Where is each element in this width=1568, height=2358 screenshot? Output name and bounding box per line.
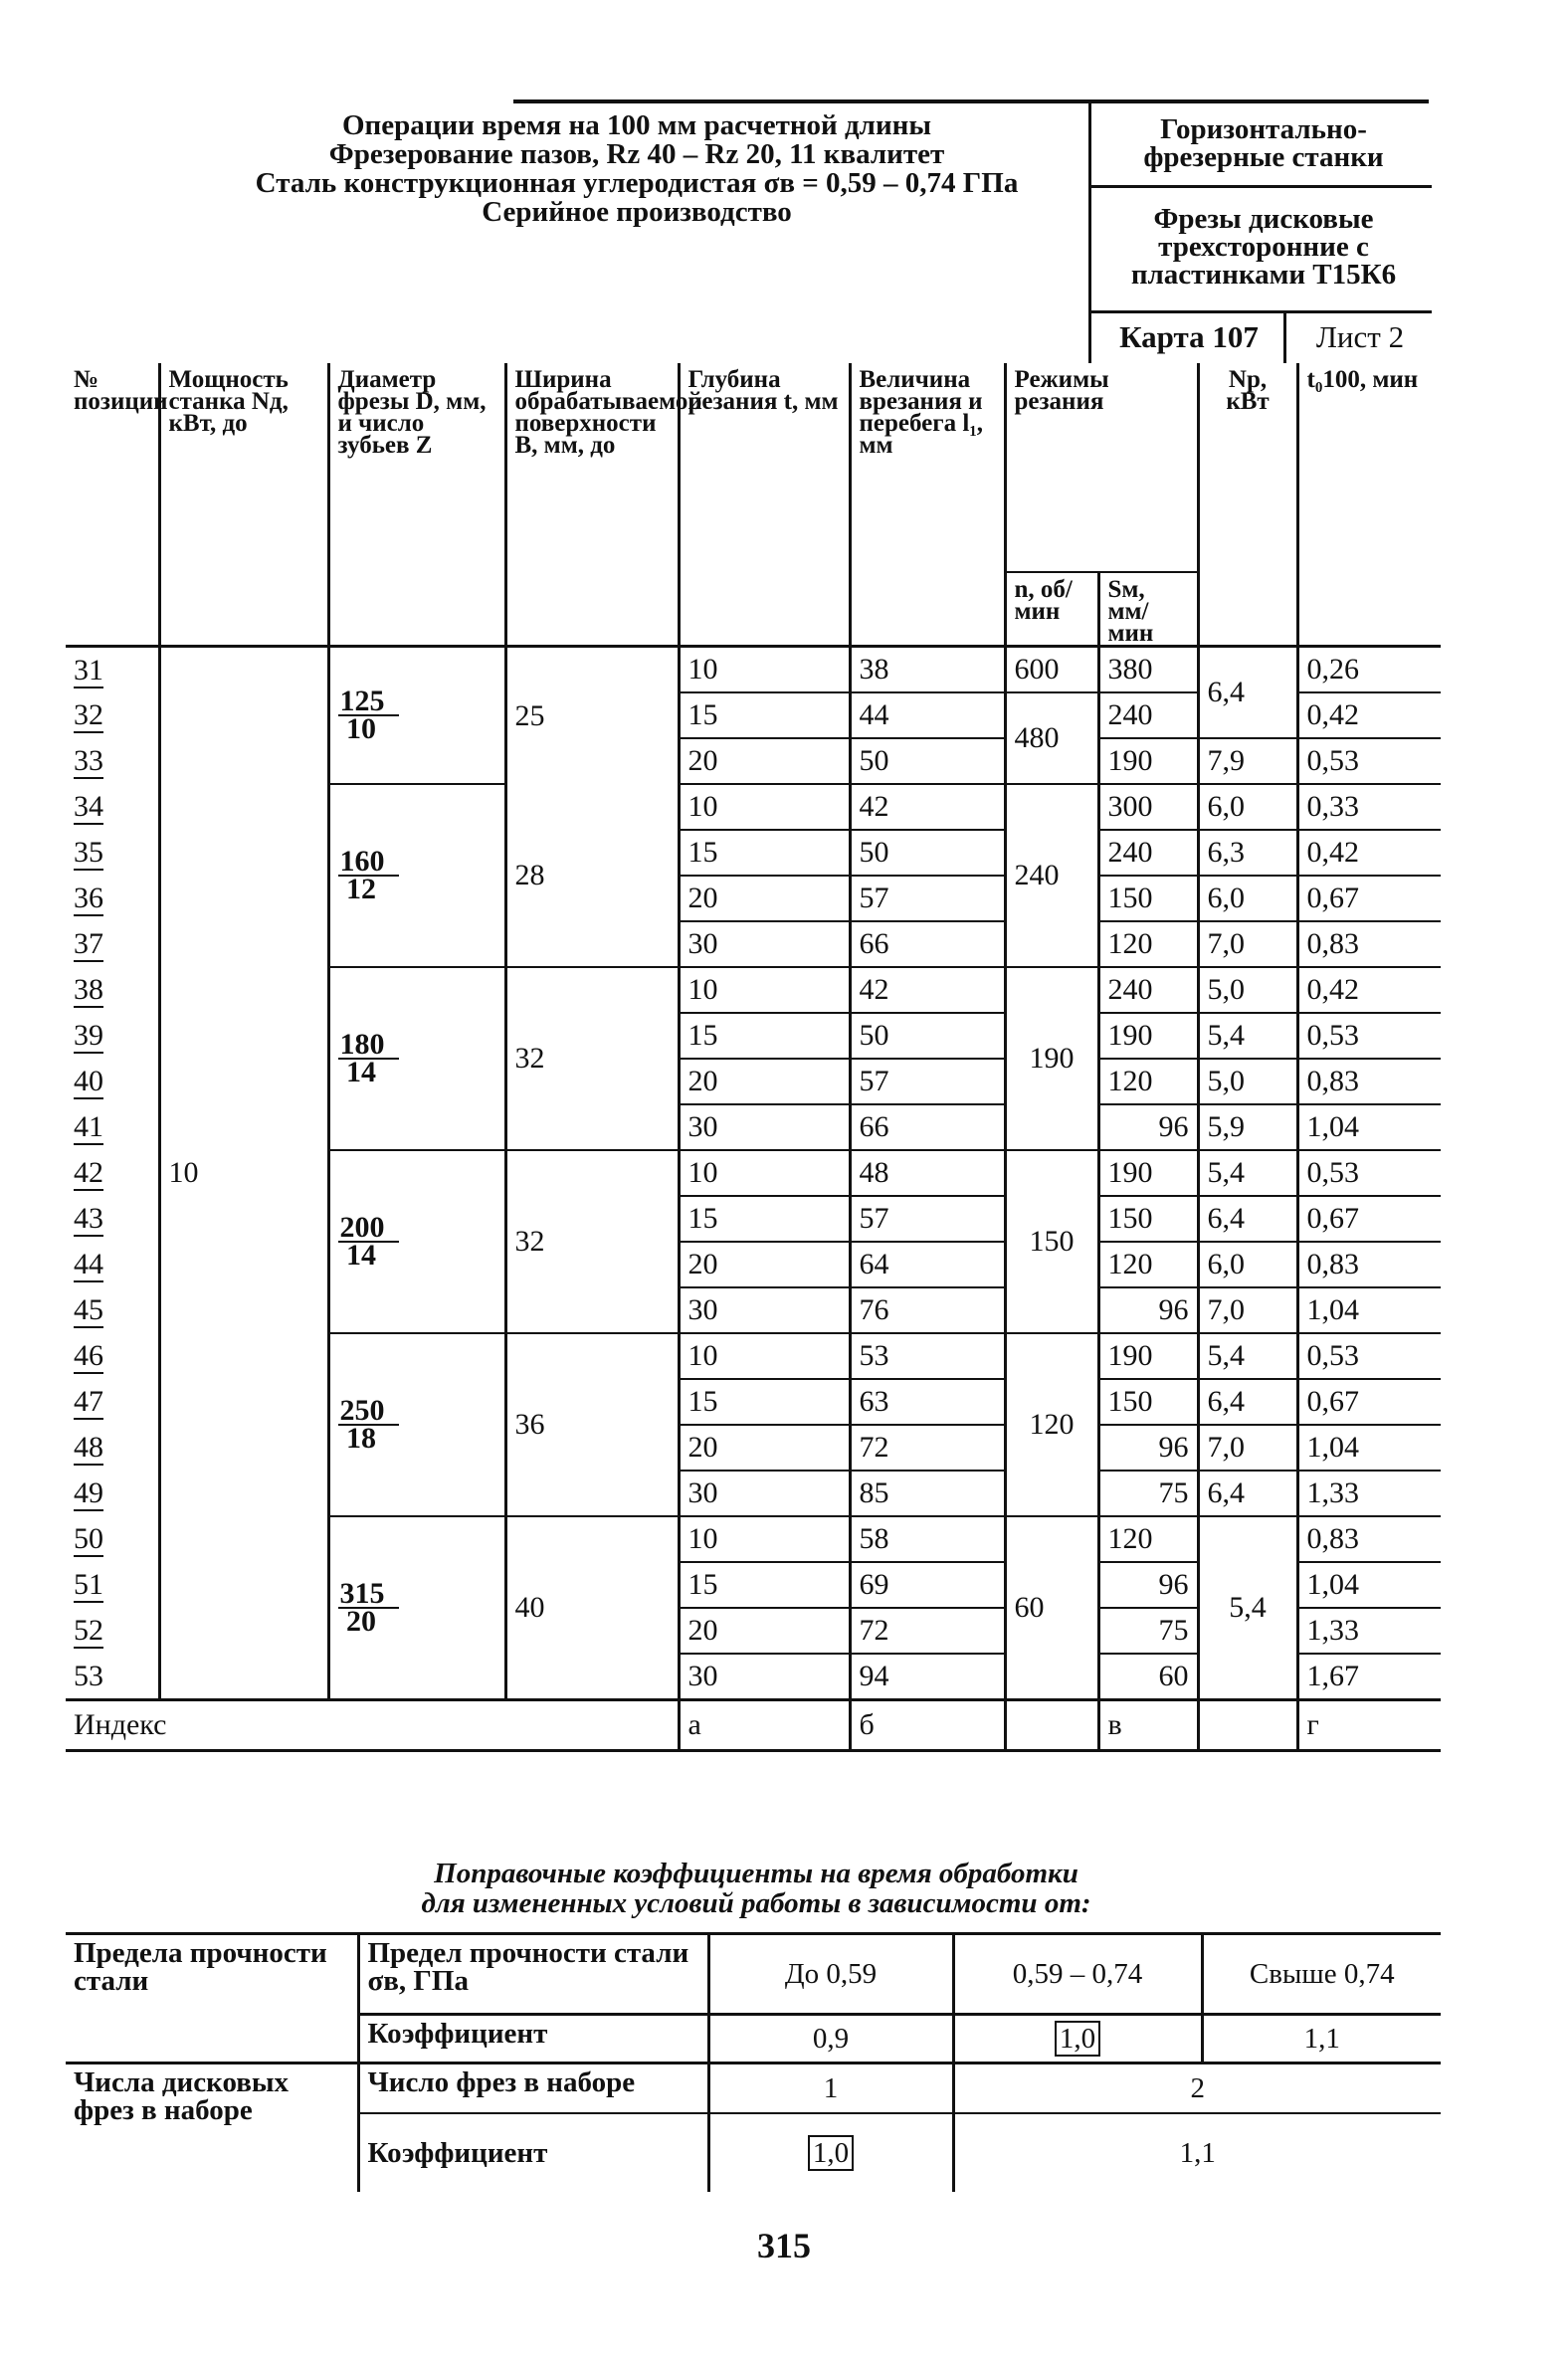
run: 85 [850, 1471, 1005, 1516]
header-conditions [179, 111, 1094, 227]
teeth: 18 [346, 1422, 376, 1455]
group-steel-strength: Предела прочности стали [74, 1937, 327, 1997]
cutter-3 [328, 967, 505, 1150]
pos-41: 41 [74, 1110, 103, 1143]
pos-33: 33 [74, 744, 103, 777]
sm-value: 150 [1098, 876, 1198, 921]
param-cutter-count: Число фрез в наборе [358, 2063, 708, 2114]
diameter: 250 [338, 1398, 399, 1426]
width-5: 36 [505, 1333, 679, 1516]
time-value: 0,67 [1297, 1196, 1441, 1242]
run: 69 [850, 1562, 1005, 1608]
depth: 30 [679, 1471, 850, 1516]
depth: 10 [679, 1516, 850, 1562]
diameter: 180 [338, 1032, 399, 1060]
col-modes: Режимы резания [1005, 363, 1198, 572]
cutter-4 [328, 1150, 505, 1333]
run: 50 [850, 738, 1005, 784]
pos-31: 31 [74, 653, 103, 687]
n-value: 480 [1005, 692, 1098, 784]
depth: 20 [679, 1425, 850, 1471]
depth: 10 [679, 1150, 850, 1196]
strength-range-2: 0,59 – 0,74 [953, 1934, 1202, 2015]
col-depth: Глубина резания t, мм [679, 363, 850, 647]
time-value: 0,33 [1297, 784, 1441, 830]
sm-value: 120 [1098, 921, 1198, 967]
header-right-border [1088, 99, 1091, 363]
sm-value: 60 [1098, 1654, 1198, 1700]
cutter-1 [328, 647, 505, 785]
coef-count-1 [708, 2113, 953, 2192]
run: 58 [850, 1516, 1005, 1562]
time-value: 0,53 [1297, 1013, 1441, 1059]
selected-coefficient: 1,0 [808, 2135, 854, 2171]
np-value: 6,0 [1198, 876, 1297, 921]
sm-value: 96 [1098, 1104, 1198, 1150]
col-n: n, об/мин [1005, 572, 1098, 647]
sm-value: 190 [1098, 1333, 1198, 1379]
sm-value: 120 [1098, 1059, 1198, 1104]
pos-44: 44 [74, 1248, 103, 1280]
sm-value: 240 [1098, 967, 1198, 1013]
n-value: 150 [1005, 1150, 1098, 1333]
coef-label-1: Коэффициент [358, 2015, 708, 2063]
run: 72 [850, 1425, 1005, 1471]
pos-32: 32 [74, 698, 103, 731]
run: 50 [850, 1013, 1005, 1059]
time-value: 0,83 [1297, 921, 1441, 967]
np-value: 5,4 [1198, 1150, 1297, 1196]
teeth: 14 [346, 1056, 376, 1088]
cutter-6 [328, 1516, 505, 1700]
index-g: г [1297, 1700, 1441, 1751]
depth: 20 [679, 1242, 850, 1287]
width-4: 32 [505, 1150, 679, 1333]
pos-36: 36 [74, 882, 103, 914]
col-sm: Sм, мм/мин [1098, 572, 1198, 647]
run: 57 [850, 1196, 1005, 1242]
index-empty [1005, 1700, 1098, 1751]
pos-39: 39 [74, 1019, 103, 1052]
coef-count-2: 1,1 [953, 2113, 1441, 2192]
coef-strength-1: 0,9 [708, 2015, 953, 2063]
np-value: 7,0 [1198, 921, 1297, 967]
width-2: 28 [505, 784, 679, 967]
np-value: 5,4 [1198, 1516, 1297, 1700]
depth: 15 [679, 692, 850, 738]
pos-43: 43 [74, 1202, 103, 1235]
np-value: 5,0 [1198, 1059, 1297, 1104]
run: 63 [850, 1379, 1005, 1425]
time-value: 0,42 [1297, 830, 1441, 876]
power-value: 10 [168, 1156, 199, 1189]
strength-range-3: Свыше 0,74 [1202, 1934, 1441, 2015]
sm-value: 120 [1098, 1516, 1198, 1562]
sm-value: 300 [1098, 784, 1198, 830]
depth: 30 [679, 921, 850, 967]
run: 42 [850, 784, 1005, 830]
sm-value: 96 [1098, 1562, 1198, 1608]
col-np: Nр, кВт [1198, 363, 1297, 647]
sheet-number: Лист 2 [1315, 319, 1405, 354]
pos-49: 49 [74, 1476, 103, 1509]
time-value: 1,67 [1297, 1654, 1441, 1700]
time-value: 1,33 [1297, 1608, 1441, 1654]
cutter-count-1: 1 [708, 2063, 953, 2114]
np-value: 6,4 [1198, 1379, 1297, 1425]
header-line: Операции время на 100 мм расчетной длины [341, 109, 932, 141]
index-b: б [850, 1700, 1005, 1751]
run: 66 [850, 1104, 1005, 1150]
n-value: 120 [1005, 1333, 1098, 1516]
np-value: 6,4 [1198, 1471, 1297, 1516]
sm-value: 75 [1098, 1471, 1198, 1516]
col-diameter: Диаметр фрезы D, мм, и число зубьев Z [328, 363, 505, 647]
teeth: 12 [346, 873, 376, 905]
n-value: 190 [1005, 967, 1098, 1150]
time-value: 0,26 [1297, 647, 1441, 693]
sm-value: 190 [1098, 738, 1198, 784]
time-value: 0,83 [1297, 1242, 1441, 1287]
depth: 15 [679, 1379, 850, 1425]
depth: 15 [679, 830, 850, 876]
pos-40: 40 [74, 1065, 103, 1097]
time-value: 0,53 [1297, 738, 1441, 784]
np-value: 7,0 [1198, 1287, 1297, 1333]
pos-53: 53 [74, 1659, 103, 1692]
col-position: № позиции [66, 363, 159, 647]
correction-title-line: для измененных условий работы в зависимости от: [421, 1887, 1091, 1919]
run: 38 [850, 647, 1005, 693]
cutting-modes-table [66, 363, 1441, 1752]
depth: 20 [679, 738, 850, 784]
coef-label-2: Коэффициент [358, 2113, 708, 2192]
np-value: 5,9 [1198, 1104, 1297, 1150]
run: 42 [850, 967, 1005, 1013]
correction-title [298, 1859, 1214, 1918]
param-steel-strength: Предел прочности стали σв, ГПа [358, 1934, 708, 2015]
diameter: 315 [338, 1581, 399, 1609]
depth: 10 [679, 1333, 850, 1379]
pos-47: 47 [74, 1385, 103, 1418]
width-1: 25 [505, 647, 679, 785]
cutter-2 [328, 784, 505, 967]
np-value: 6,0 [1198, 784, 1297, 830]
pos-38: 38 [74, 973, 103, 1006]
depth: 30 [679, 1104, 850, 1150]
sm-value: 240 [1098, 692, 1198, 738]
depth: 20 [679, 1059, 850, 1104]
power-cell [159, 647, 328, 1700]
col-power: Мощность станка Nд, кВт, до [159, 363, 328, 647]
depth: 10 [679, 784, 850, 830]
sm-value: 75 [1098, 1608, 1198, 1654]
sm-value: 150 [1098, 1196, 1198, 1242]
n-value: 600 [1005, 647, 1098, 693]
np-value: 6,4 [1198, 647, 1297, 739]
np-value: 5,4 [1198, 1013, 1297, 1059]
header-rule-1 [1091, 185, 1432, 188]
pos-42: 42 [74, 1156, 103, 1189]
time-value: 0,67 [1297, 876, 1441, 921]
sm-value: 190 [1098, 1150, 1198, 1196]
header-line: Сталь конструкционная углеродистая σв = 0,59 – 0,74 ГПа [255, 167, 1019, 199]
depth: 15 [679, 1562, 850, 1608]
depth: 10 [679, 967, 850, 1013]
depth: 20 [679, 1608, 850, 1654]
header-top-rule [513, 99, 1429, 103]
index-label: Индекс [66, 1700, 679, 1751]
pos-35: 35 [74, 836, 103, 869]
time-value: 1,04 [1297, 1425, 1441, 1471]
time-value: 1,04 [1297, 1562, 1441, 1608]
np-value: 7,9 [1198, 738, 1297, 784]
run: 53 [850, 1333, 1005, 1379]
width-3: 32 [505, 967, 679, 1150]
run: 48 [850, 1150, 1005, 1196]
time-value: 0,53 [1297, 1333, 1441, 1379]
sm-value: 380 [1098, 647, 1198, 693]
np-value: 5,0 [1198, 967, 1297, 1013]
header-line: Серийное производство [482, 196, 792, 228]
sm-value: 96 [1098, 1287, 1198, 1333]
time-value: 0,42 [1297, 692, 1441, 738]
time-value: 0,42 [1297, 967, 1441, 1013]
time-value: 0,83 [1297, 1516, 1441, 1562]
pos-48: 48 [74, 1431, 103, 1464]
np-value: 6,3 [1198, 830, 1297, 876]
sm-value: 96 [1098, 1425, 1198, 1471]
header-rule-2 [1091, 310, 1432, 313]
depth: 30 [679, 1654, 850, 1700]
pos-51: 51 [74, 1568, 103, 1601]
header-line: Фрезерование пазов, Rz 40 – Rz 20, 11 квалитет [328, 138, 945, 170]
cutter-5 [328, 1333, 505, 1516]
pos-46: 46 [74, 1339, 103, 1372]
coef-strength-3: 1,1 [1202, 2015, 1441, 2063]
col-width: Ширина обрабатываемой поверхности B, мм, до [505, 363, 679, 647]
selected-coefficient: 1,0 [1055, 2021, 1100, 2057]
time-value: 0,53 [1297, 1150, 1441, 1196]
n-value: 60 [1005, 1516, 1098, 1700]
teeth: 14 [346, 1239, 376, 1272]
pos-45: 45 [74, 1293, 103, 1326]
run: 57 [850, 1059, 1005, 1104]
machine-type: Горизонтально-фрезерные станки [1143, 113, 1384, 173]
pos-34: 34 [74, 790, 103, 823]
header-card-divider [1283, 310, 1286, 363]
depth: 10 [679, 647, 850, 693]
sm-value: 190 [1098, 1013, 1198, 1059]
index-empty-2 [1198, 1700, 1297, 1751]
sm-value: 150 [1098, 1379, 1198, 1425]
col-run: Величина врезания и перебега l₁, мм [850, 363, 1005, 647]
np-value: 6,4 [1198, 1196, 1297, 1242]
run: 50 [850, 830, 1005, 876]
run: 57 [850, 876, 1005, 921]
group-cutter-count: Числа дисковых фрез в наборе [74, 2066, 290, 2126]
sm-value: 120 [1098, 1242, 1198, 1287]
pos-37: 37 [74, 927, 103, 960]
teeth: 10 [346, 712, 376, 745]
run: 44 [850, 692, 1005, 738]
depth: 30 [679, 1287, 850, 1333]
np-value: 7,0 [1198, 1425, 1297, 1471]
strength-range-1: До 0,59 [708, 1934, 953, 2015]
depth: 20 [679, 876, 850, 921]
depth: 15 [679, 1013, 850, 1059]
run: 72 [850, 1608, 1005, 1654]
time-value: 1,33 [1297, 1471, 1441, 1516]
diameter: 200 [338, 1215, 399, 1243]
teeth: 20 [346, 1605, 376, 1638]
diameter: 125 [338, 688, 399, 716]
time-value: 0,67 [1297, 1379, 1441, 1425]
cutter-count-2: 2 [953, 2063, 1441, 2114]
index-a: а [679, 1700, 850, 1751]
card-number: Карта 107 [1119, 319, 1259, 354]
page-number: 315 [757, 2226, 811, 2265]
width-6: 40 [505, 1516, 679, 1700]
depth: 15 [679, 1196, 850, 1242]
coef-strength-2 [953, 2015, 1202, 2063]
np-value: 6,0 [1198, 1242, 1297, 1287]
time-value: 0,83 [1297, 1059, 1441, 1104]
run: 66 [850, 921, 1005, 967]
run: 94 [850, 1654, 1005, 1700]
pos-52: 52 [74, 1614, 103, 1647]
run: 76 [850, 1287, 1005, 1333]
col-time: t₀100, мин [1297, 363, 1441, 647]
correction-title-line: Поправочные коэффициенты на время обработки [434, 1858, 1078, 1889]
correction-table [66, 1932, 1441, 2192]
diameter: 160 [338, 849, 399, 877]
run: 64 [850, 1242, 1005, 1287]
time-value: 1,04 [1297, 1104, 1441, 1150]
time-value: 1,04 [1297, 1287, 1441, 1333]
np-value: 5,4 [1198, 1333, 1297, 1379]
index-v: в [1098, 1700, 1198, 1751]
sm-value: 240 [1098, 830, 1198, 876]
tool-type: Фрезы дисковые трехсторонние с пластинками Т15К6 [1130, 203, 1397, 291]
n-value: 240 [1005, 784, 1098, 967]
pos-50: 50 [74, 1522, 103, 1555]
